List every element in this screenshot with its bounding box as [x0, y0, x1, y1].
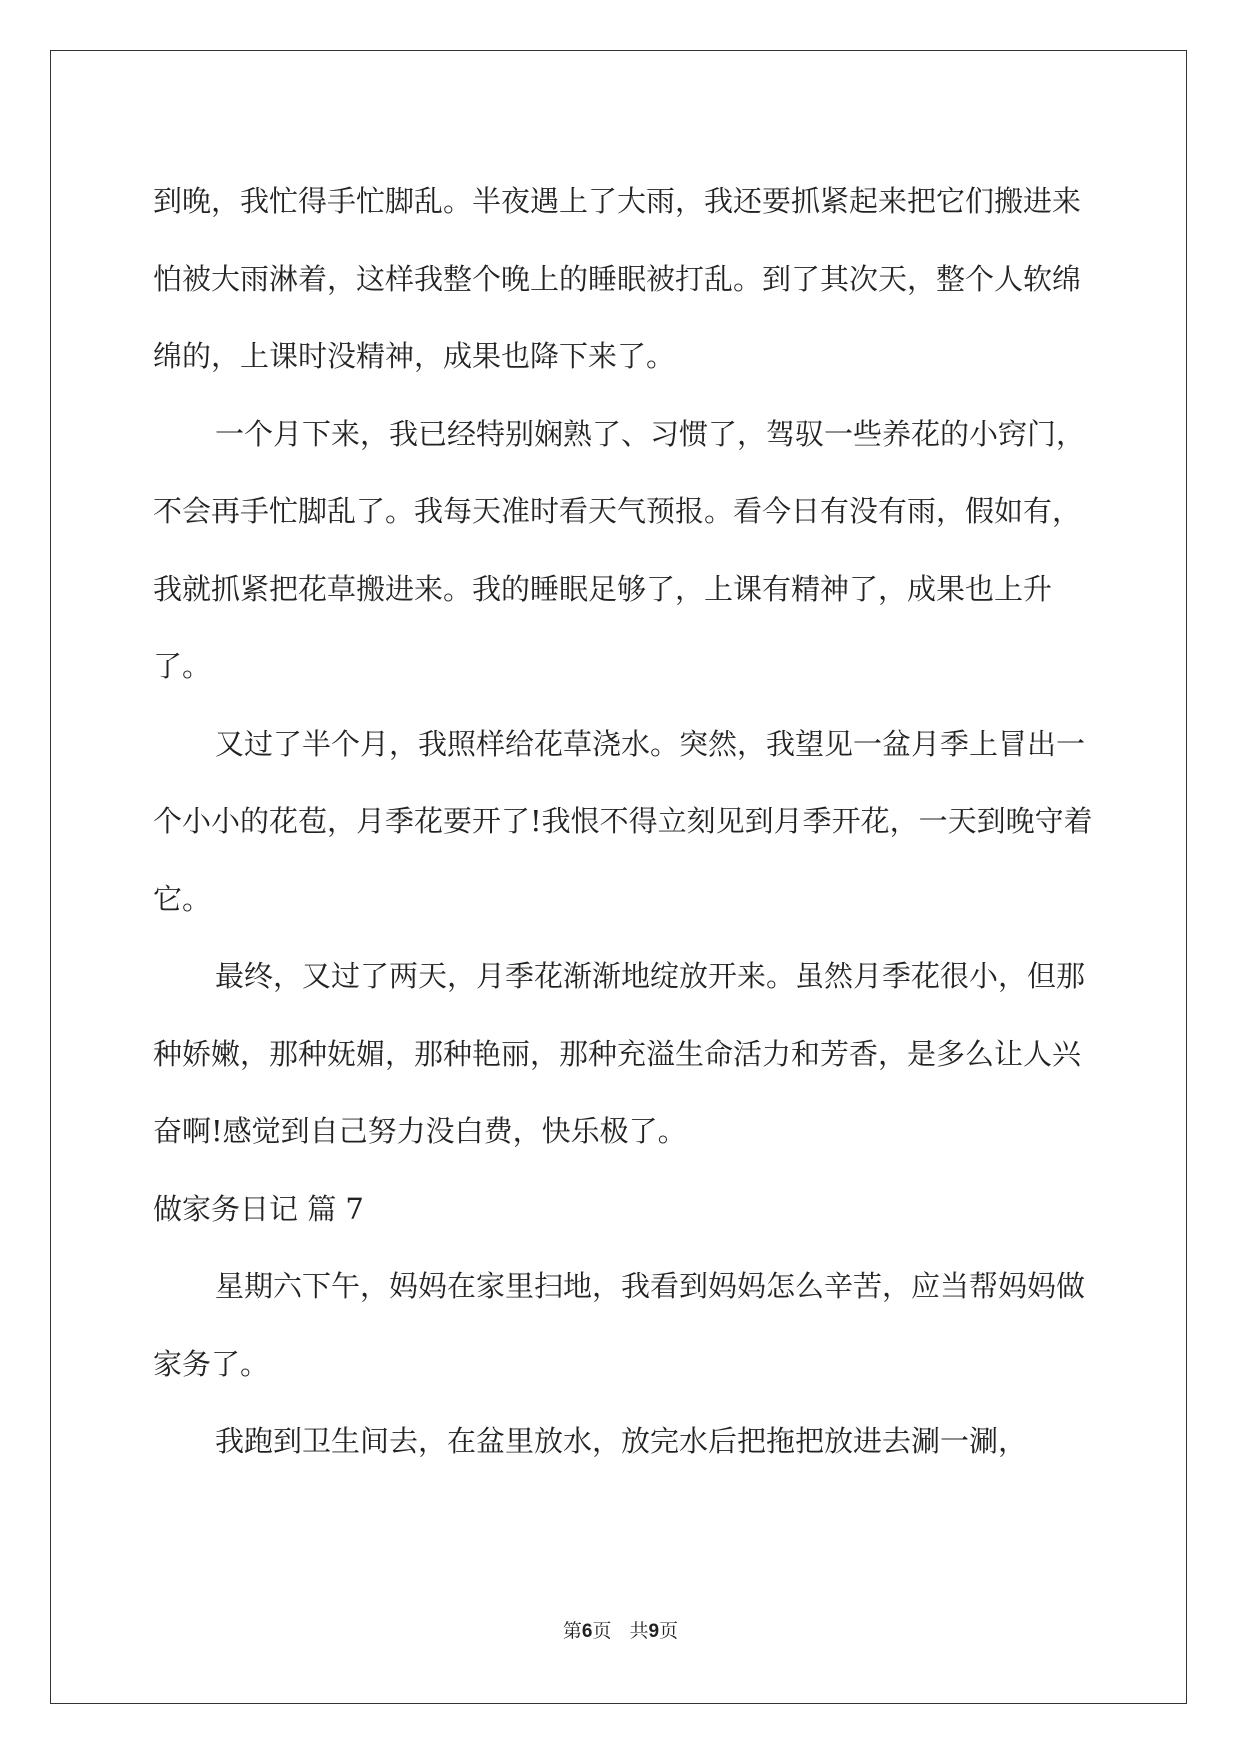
paragraph-3: 又过了半个月，我照样给花草浇水。突然，我望见一盆月季上冒出一个小小的花苞，月季花要开了!我恨不得立刻见到月季开花，一天到晚守着它。 — [153, 726, 1093, 916]
page-suffix: 页 — [592, 1620, 612, 1642]
section-heading: 做家务日记 篇 7 — [153, 1191, 364, 1226]
page-prefix: 第 — [562, 1620, 582, 1642]
current-page-number: 6 — [581, 1621, 593, 1642]
paragraph-1: 到晚，我忙得手忙脚乱。半夜遇上了大雨，我还要抓紧起来把它们搬进来怕被大雨淋着，这样我整个晚上的睡眠被打乱。到了其次天，整个人软绵绵的，上课时没精神，成果也降下来了。 — [153, 184, 1082, 373]
total-prefix: 共 — [629, 1620, 649, 1642]
paragraph-6: 我跑到卫生间去，在盆里放水，放完水后把拖把放进去涮一涮， — [215, 1424, 1028, 1458]
page-footer — [0, 1619, 1241, 1644]
paragraph-2: 一个月下来，我已经特别娴熟了、习惯了，驾驭一些养花的小窍门，不会再手忙脚乱了。我每天准时看天气预报。看今日有没有雨，假如有，我就抓紧把花草搬进来。我的睡眠足够了，上课有精神了，成果也上升了。 — [153, 416, 1086, 683]
document-body — [153, 163, 1093, 1481]
paragraph-5: 星期六下午，妈妈在家里扫地，我看到妈妈怎么辛苦，应当帮妈妈做家务了。 — [153, 1269, 1086, 1381]
paragraph-4: 最终，又过了两天，月季花渐渐地绽放开来。虽然月季花很小，但那种娇嫩，那种妩媚，那种艳丽，那种充溢生命活力和芳香，是多么让人兴奋啊!感觉到自己努力没白费，快乐极了。 — [153, 959, 1086, 1148]
total-suffix: 页 — [659, 1620, 679, 1642]
total-pages-number: 9 — [648, 1621, 660, 1642]
